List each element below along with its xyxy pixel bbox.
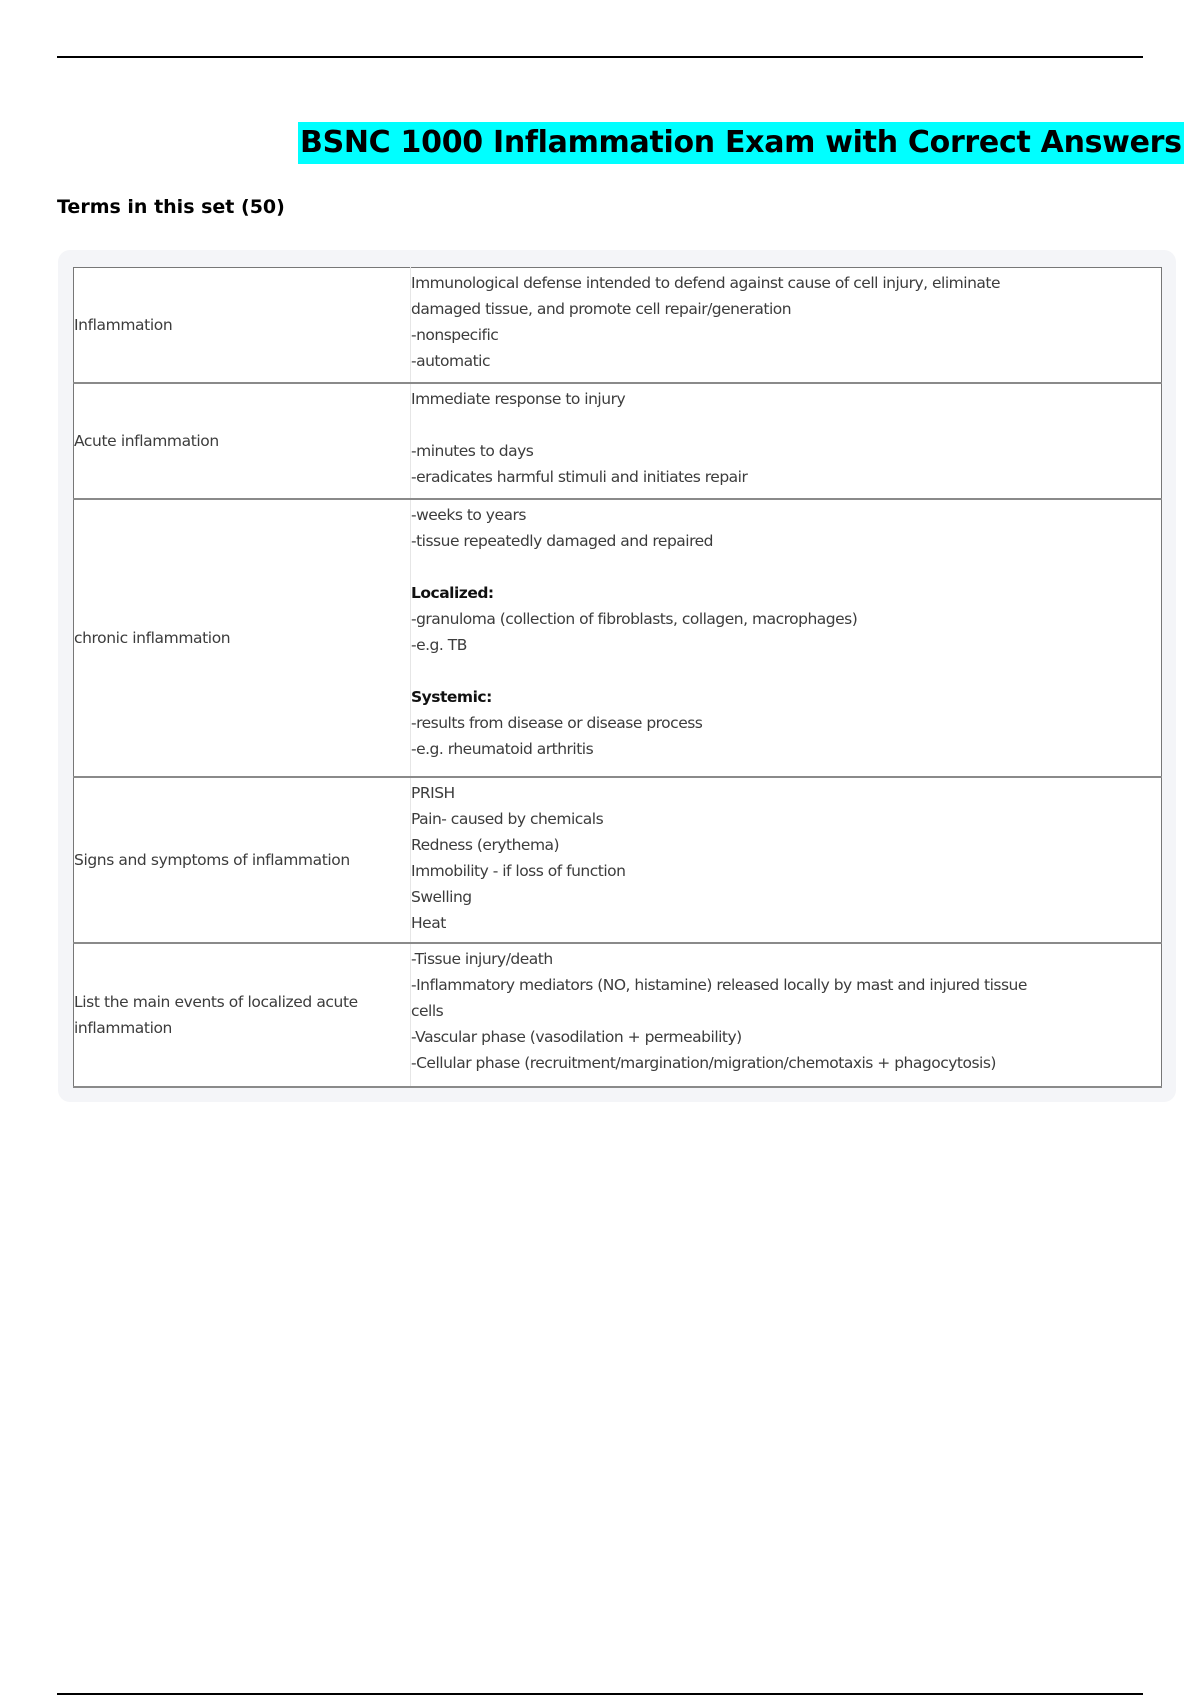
definition-cell [411, 499, 1162, 777]
term-cell: Acute inflammation [74, 383, 411, 499]
definition-line: -weeks to years [411, 506, 526, 524]
term-row [74, 777, 1162, 943]
definition-line: -nonspecific [411, 326, 499, 344]
bottom-rule [57, 1693, 1143, 1695]
definition-line: -tissue repeatedly damaged and repaired [411, 532, 713, 550]
definition-cell [411, 383, 1162, 499]
definition-line: Pain- caused by chemicals [411, 810, 604, 828]
term-row [74, 943, 1162, 1087]
top-rule [57, 56, 1143, 58]
definition-line: PRISH [411, 784, 455, 802]
term-row [74, 499, 1162, 777]
definition-line: -granuloma (collection of fibroblasts, collagen, macrophages) [411, 610, 858, 628]
term-cell: List the main events of localized acute inflammation [74, 943, 411, 1087]
definition-line: -Vascular phase (vasodilation + permeability) [411, 1028, 742, 1046]
definition-line: -Inflammatory mediators (NO, histamine) released locally by mast and injured tissue [411, 976, 1027, 994]
definition-line: -automatic [411, 352, 490, 370]
title-block [298, 122, 1184, 164]
term-cell: Inflammation [74, 268, 411, 384]
definition-blank-line [411, 554, 1161, 580]
definition-line: -e.g. TB [411, 636, 467, 654]
definition-line: -Cellular phase (recruitment/margination/migration/chemotaxis + phagocytosis) [411, 1054, 996, 1072]
definition-cell [411, 943, 1162, 1087]
term-row [74, 268, 1162, 384]
definition-line: Immobility - if loss of function [411, 862, 626, 880]
definition-line: Heat [411, 914, 446, 932]
term-cell: Signs and symptoms of inflammation [74, 777, 411, 943]
definition-line: Redness (erythema) [411, 836, 560, 854]
definition-line: -Tissue injury/death [411, 950, 553, 968]
definition-line: cells [411, 1002, 444, 1020]
definition-line: Swelling [411, 888, 472, 906]
definition-subheading: Localized: [411, 584, 494, 602]
definition-subheading: Systemic: [411, 688, 492, 706]
definition-line: -e.g. rheumatoid arthritis [411, 740, 594, 758]
definition-blank-line [411, 658, 1161, 684]
terms-table [73, 267, 1162, 1088]
page-title: BSNC 1000 Inflammation Exam with Correct Answers [298, 122, 1184, 164]
definition-blank-line [411, 412, 1161, 438]
definition-line: -eradicates harmful stimuli and initiates repair [411, 468, 748, 486]
definition-line: -minutes to days [411, 442, 534, 460]
definition-line: Immunological defense intended to defend against cause of cell injury, eliminate [411, 274, 1001, 292]
definition-line: Immediate response to injury [411, 390, 626, 408]
definition-cell [411, 777, 1162, 943]
terms-count-heading: Terms in this set (50) [57, 196, 285, 218]
definition-line: -results from disease or disease process [411, 714, 703, 732]
definition-cell [411, 268, 1162, 384]
definition-line: damaged tissue, and promote cell repair/generation [411, 300, 792, 318]
term-cell: chronic inflammation [74, 499, 411, 777]
term-row [74, 383, 1162, 499]
